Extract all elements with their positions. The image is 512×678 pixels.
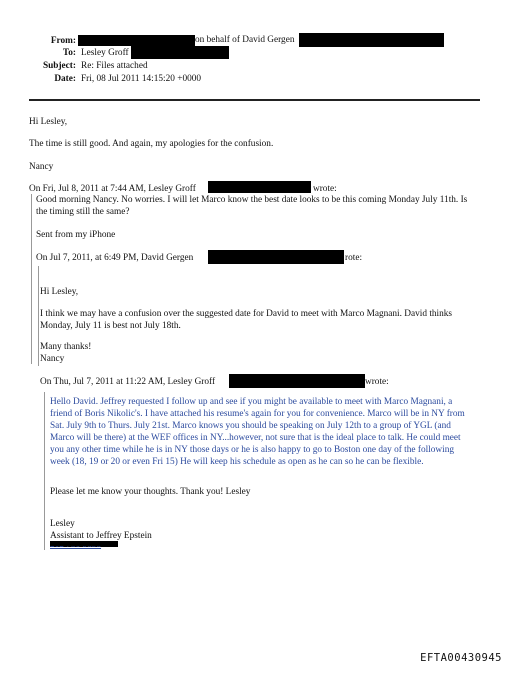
redaction-quote3-email	[229, 374, 365, 388]
document-id: EFTA00430945	[420, 652, 502, 665]
quote1-attribution: On Fri, Jul 8, 2011 at 7:44 AM, Lesley Groff	[29, 184, 196, 194]
subject-value: Re: Files attached	[81, 61, 148, 71]
quote3-text: Hello David. Jeffrey requested I follow up and see if you might be available to meet with Marco Magnani, a friend of Boris Nikolic's. I have attached his resume's again for you for convenience. Marco will be in NY from Sat. July 9th to Thurs. July 21st. Marco knows you should be speaking on July 12th to a group of YGL (and Marco will be there) at the WEF offices in NY...however, not sure that is the ideal place to talk. He could meet you any other time while he is in NY those days or he is also happy to go to Boston one day of the following week (18, 19 or 20 or even Fri 15) He will keep his schedule as open as he can so he can be flexible.	[50, 397, 465, 468]
redaction-from-name-email	[299, 33, 444, 47]
greeting: Hi Lesley,	[29, 117, 68, 127]
quote1-wrote: wrote:	[313, 184, 337, 194]
quote1-bar	[31, 194, 32, 364]
to-value: Lesley Groff	[81, 48, 129, 58]
quote3-bar	[44, 392, 45, 550]
quote2-bar	[38, 266, 39, 366]
quote2-text: I think we may have a confusion over the suggested date for David to meet with Marco Magnani. David thinks Monday, July 11 is best not July 18th.	[40, 309, 453, 332]
date-value: Fri, 08 Jul 2011 14:15:20 +0000	[81, 74, 202, 84]
quote3-wrote: wrote:	[365, 377, 389, 387]
quote1-sent-from: Sent from my iPhone	[36, 230, 116, 240]
quote2-attribution: On Jul 7, 2011, at 6:49 PM, David Gergen	[36, 253, 194, 263]
redaction-to-email	[131, 46, 229, 59]
signoff: Nancy	[29, 162, 54, 172]
redaction-from-email	[78, 35, 195, 46]
date-label: Date:	[54, 74, 76, 84]
signature-name: Lesley	[50, 519, 75, 529]
header-divider	[29, 99, 480, 101]
subject-label: Subject:	[42, 61, 76, 71]
quote2-name: Nancy	[40, 354, 65, 364]
quote2-greeting: Hi Lesley,	[40, 287, 79, 297]
signature-title: Assistant to Jeffrey Epstein	[50, 531, 152, 541]
quote2-thanks: Many thanks!	[40, 342, 92, 352]
from-value: on behalf of David Gergen	[195, 35, 295, 45]
quote1-text: Good morning Nancy. No worries. I will let Marco know the best date looks to be this coming Monday July 11th. Is the timing still the same?	[36, 195, 468, 218]
quote2-wrote: rote:	[345, 253, 363, 263]
to-label: To:	[62, 48, 76, 58]
from-label: From:	[50, 36, 76, 46]
quote3-please: Please let me know your thoughts. Thank you! Lesley	[50, 487, 251, 497]
redaction-quote1-email	[208, 181, 311, 193]
redaction-quote2-email	[208, 250, 344, 264]
body-line: The time is still good. And again, my apologies for the confusion.	[29, 139, 274, 149]
quote3-attribution: On Thu, Jul 7, 2011 at 11:22 AM, Lesley Groff	[40, 377, 216, 387]
